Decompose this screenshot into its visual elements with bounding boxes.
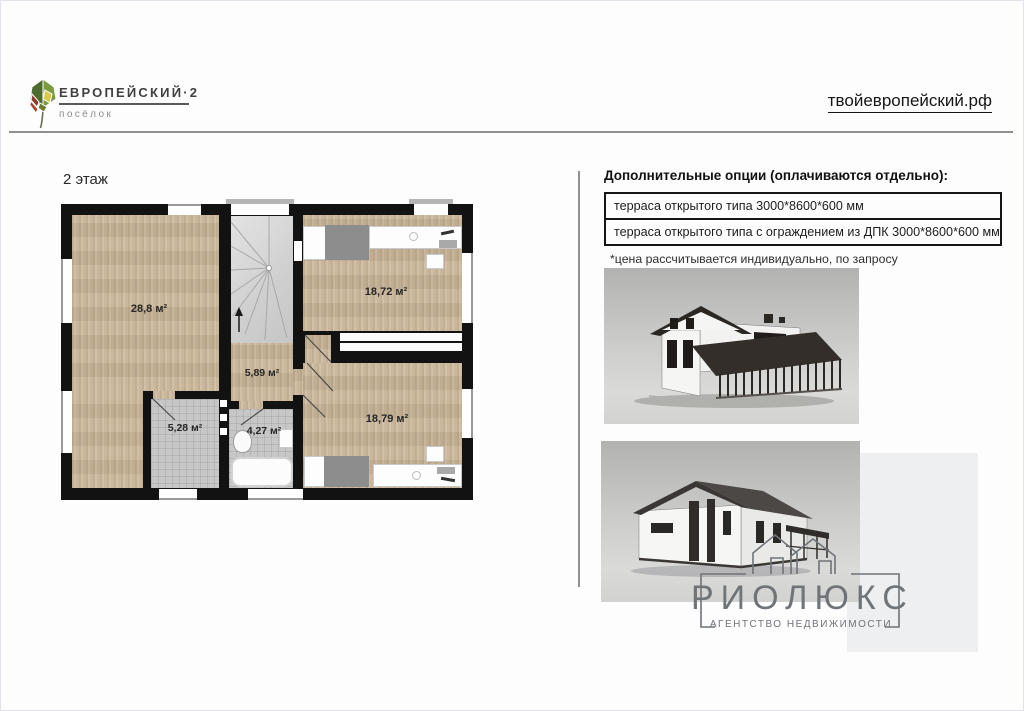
options-note: *цена рассчитывается индивидуально, по запросу xyxy=(610,252,898,266)
header-rule xyxy=(9,131,1013,133)
stair-newel xyxy=(267,266,272,271)
floor-title: 2 этаж xyxy=(63,171,108,188)
room-label: 18,72 м² xyxy=(364,286,408,298)
plan-line-overlay xyxy=(61,204,473,500)
section-divider xyxy=(578,171,580,587)
brand-name: ЕВРОПЕЙСКИЙ·2 xyxy=(59,85,200,100)
options-heading: Дополнительные опции (оплачиваются отдельно): xyxy=(604,168,948,183)
room-label: 5,89 м² xyxy=(244,367,280,379)
brand-leaf-icon xyxy=(27,77,59,129)
brand-subtitle: посёлок xyxy=(59,109,114,120)
room-label: 4,27 м² xyxy=(246,425,282,437)
agency-houses-icon xyxy=(753,535,835,574)
room-label: 18,79 м² xyxy=(365,413,409,425)
option-row-2: терраса открытого типа с ограждением из ДПК 3000*8600*600 мм xyxy=(604,218,1002,246)
stair-arrow-icon xyxy=(235,307,243,332)
room-label: 5,28 м² xyxy=(167,422,203,434)
floor-plan xyxy=(61,204,473,500)
room-label: 28,8 м² xyxy=(130,303,168,315)
website-link[interactable]: твойевропейский.рф xyxy=(828,91,992,113)
agency-tagline: АГЕНТСТВО НЕДВИЖИМОСТИ xyxy=(709,619,893,630)
agency-name: РИОЛЮКС xyxy=(691,579,914,617)
brand-underline xyxy=(59,103,189,105)
house-render-1 xyxy=(604,268,859,424)
option-row-1: терраса открытого типа 3000*8600*600 мм xyxy=(604,192,1002,220)
door-swings xyxy=(153,335,333,425)
